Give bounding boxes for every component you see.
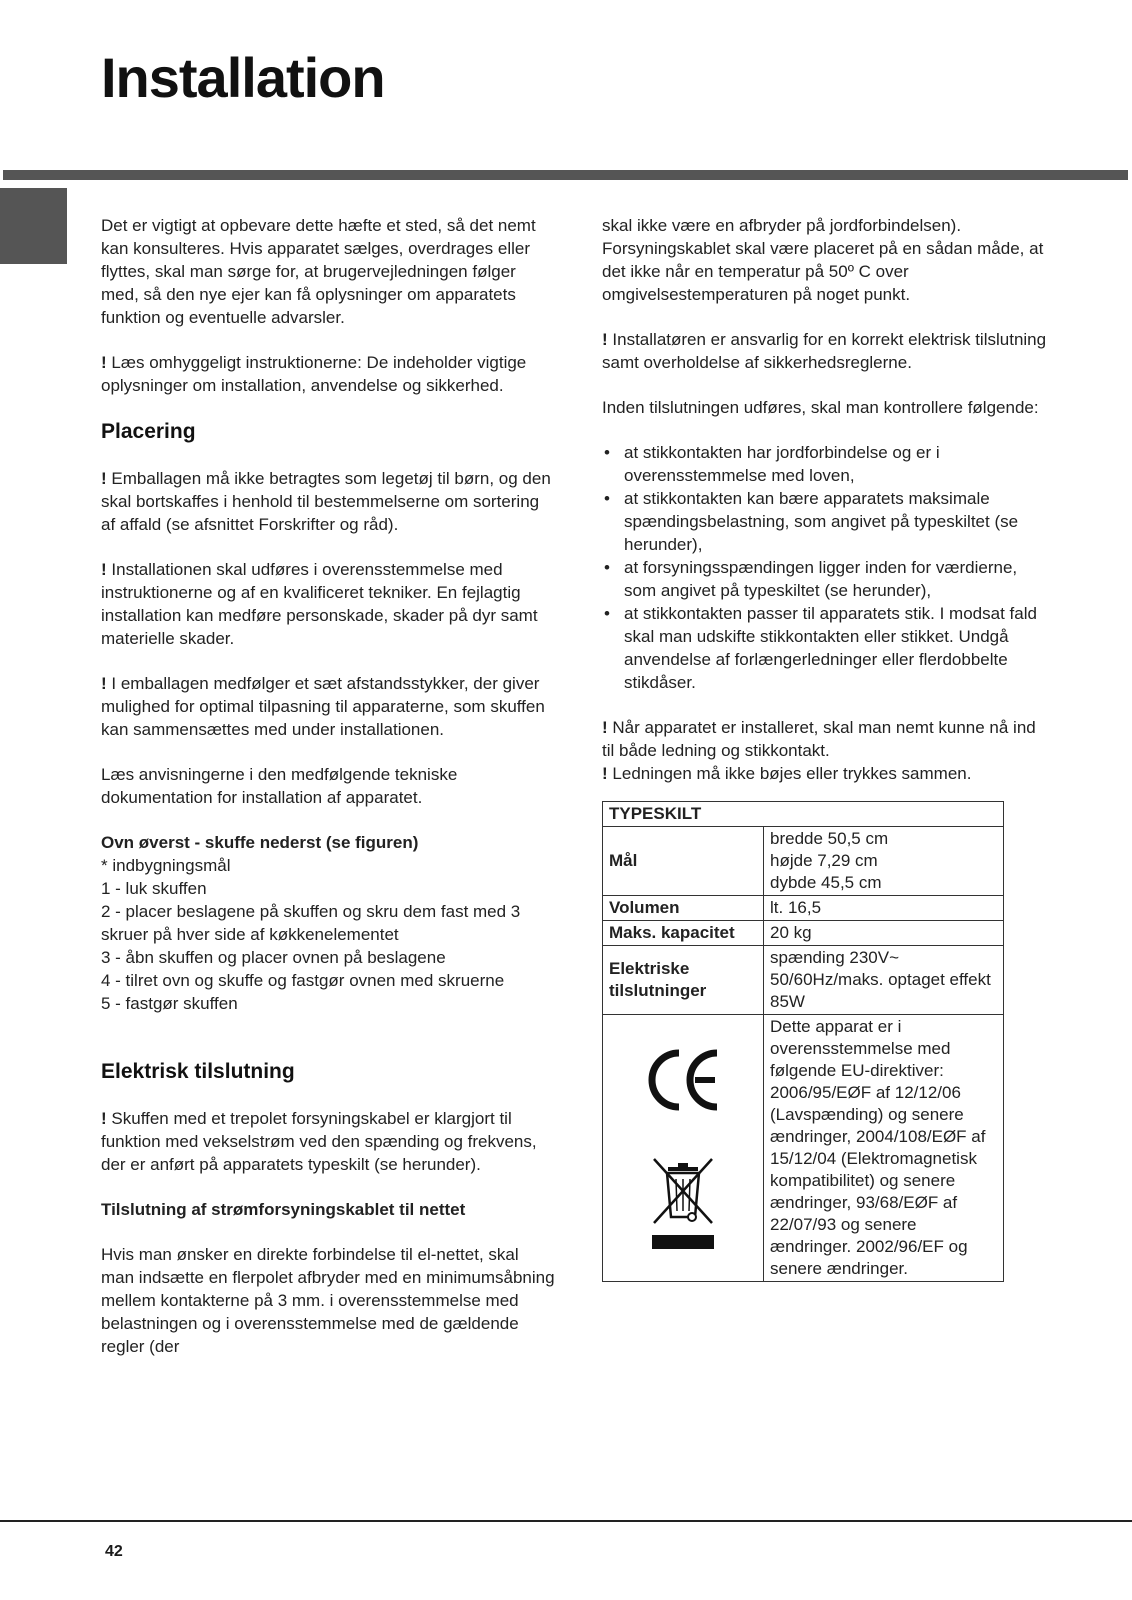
checks-list — [602, 441, 1052, 694]
direct-connection-paragraph: Hvis man ønsker en direkte forbindelse til el-nettet, skal man indsætte en flerpolet afbryder med en minimumsåbning mellem kontakterne på 3 mm. i overensstemmelse med belastningen og i overensstemmelse med de gældende regler (der — [101, 1245, 555, 1356]
warning-icon: ! — [101, 353, 107, 372]
rating-plate-header: TYPESKILT — [603, 802, 1004, 827]
check-item: • at stikkontakten har jordforbindelse og er i overensstemmelse med loven, — [602, 441, 1052, 487]
weee-bin-icon — [648, 1155, 718, 1251]
step-item: 3 - åbn skuffen og placer ovnen på beslagene — [101, 948, 446, 967]
page-number: 42 — [105, 1543, 123, 1560]
warning-icon: ! — [101, 469, 107, 488]
symbols-cell — [603, 1015, 764, 1282]
table-cell-value: 20 kg — [764, 921, 1004, 946]
rating-plate-table — [602, 801, 1004, 1282]
spacers-note: ! I emballagen medfølger et sæt afstandsstykker, der giver mulighed for optimal tilpasning til apparaterne, som skuffen kan sammensættes med under installationen. — [101, 674, 545, 739]
table-cell-label: Mål — [603, 827, 764, 896]
table-row — [603, 1015, 1004, 1282]
directives-text: Dette apparat er i overensstemmelse med følgende EU-direktiver: 2006/95/EØF af 12/12/06 (Lavspænding) og senere ændringer, 2004/108/EØF af 15/12/04 (Elektromagnetisk kompatibilitet) og senere ændringer, 93/68/EØF af 22/07/93 og senere ændringer. 2002/96/EF og senere ændringer. — [764, 1015, 1004, 1282]
elektrisk-heading: Elektrisk tilslutning — [101, 1060, 295, 1083]
installation-warning: ! Installationen skal udføres i overensstemmelse med instruktionerne og af en kvalificeret tekniker. En fejlagtig installation kan medføre personskade, skader på dyr samt materielle skader. — [101, 560, 538, 648]
ce-mark-icon — [643, 1045, 723, 1115]
table-cell-label: Maks. kapacitet — [603, 921, 764, 946]
right-column — [602, 214, 1052, 1282]
step-item: * indbygningsmål — [101, 856, 231, 875]
access-warning: ! Når apparatet er installeret, skal man nemt kunne nå ind til både ledning og stikkontakt. — [602, 718, 1036, 760]
step-item: 5 - fastgør skuffen — [101, 994, 238, 1013]
warning-icon: ! — [602, 764, 608, 783]
table-cell-value: spænding 230V~ 50/60Hz/maks. optaget effekt 85W — [764, 946, 1004, 1015]
rating-plate-header-row — [603, 802, 1004, 827]
intro-paragraph: Det er vigtigt at opbevare dette hæfte et sted, så det nemt kan konsulteres. Hvis apparatet sælges, overdrages eller flyttes, skal man sørge for, at brugervejledningen følger med, så den nye ejer kan få oplysninger om apparatets funktion og eventuelle advarsler. — [101, 216, 536, 327]
mains-connection-heading: Tilslutning af strømforsyningskablet til nettet — [101, 1200, 466, 1219]
left-column — [101, 214, 556, 1380]
table-cell-label: Volumen — [603, 896, 764, 921]
cable-bend-warning: ! Ledningen må ikke bøjes eller trykkes sammen. — [602, 764, 972, 783]
steps-list — [101, 854, 556, 1015]
checks-intro: Inden tilslutningen udføres, skal man kontrollere følgende: — [602, 398, 1039, 417]
step-item: 4 - tilret ovn og skuffe og fastgør ovnen med skruerne — [101, 971, 505, 990]
table-row — [603, 827, 1004, 896]
warning-icon: ! — [602, 718, 608, 737]
language-tab — [0, 188, 67, 264]
warning-icon: ! — [101, 560, 107, 579]
table-row — [603, 946, 1004, 1015]
cable-placement-paragraph: skal ikke være en afbryder på jordforbindelsen). Forsyningskablet skal være placeret på en sådan måde, at det ikke når en temperatur på 50º C over omgivelsestemperaturen på noget punkt. — [602, 216, 1044, 304]
table-row — [603, 896, 1004, 921]
installer-responsibility: ! Installatøren er ansvarlig for en korrekt elektrisk tilslutning samt overholdelse af sikkerhedsreglerne. — [602, 330, 1047, 372]
placering-heading: Placering — [101, 420, 196, 443]
power-cable-note: ! Skuffen med et trepolet forsyningskabel er klargjort til funktion med vekselstrøm ved den spænding og frekvens, der er anført på apparatets typeskilt (se herunder). — [101, 1109, 537, 1174]
figure-instructions — [101, 831, 556, 1015]
warning-icon: ! — [602, 330, 608, 349]
read-warning: ! Læs omhyggeligt instruktionerne: De indeholder vigtige oplysninger om installation, anvendelse og sikkerhed. — [101, 353, 527, 395]
packaging-warning: ! Emballagen må ikke betragtes som legetøj til børn, og den skal bortskaffes i henhold til bestemmelserne om sortering af affald (se afsnittet Forskrifter og råd). — [101, 469, 551, 534]
table-cell-value: bredde 50,5 cm højde 7,29 cm dybde 45,5 cm — [764, 827, 1004, 896]
table-cell-value: lt. 16,5 — [764, 896, 1004, 921]
footer-rule — [0, 1520, 1132, 1522]
step-item: 1 - luk skuffen — [101, 879, 207, 898]
warning-icon: ! — [101, 1109, 107, 1128]
check-item: • at stikkontakten kan bære apparatets maksimale spændingsbelastning, som angivet på typeskiltet (se herunder), — [602, 487, 1052, 556]
table-row — [603, 921, 1004, 946]
step-item: 2 - placer beslagene på skuffen og skru dem fast med 3 skruer på hver side af køkkenelementet — [101, 902, 521, 944]
page-title: Installation — [101, 46, 385, 109]
header-rule — [3, 170, 1128, 180]
check-item: • at stikkontakten passer til apparatets stik. I modsat fald skal man udskifte stikkontakten eller stikket. Undgå anvendelse af forlængerledninger eller flerdobbelte stikdåser. — [602, 602, 1052, 694]
warning-icon: ! — [101, 674, 107, 693]
table-cell-label: Elektriske tilslutninger — [603, 946, 764, 1015]
documentation-note: Læs anvisningerne i den medfølgende tekniske dokumentation for installation af apparatet. — [101, 765, 458, 807]
figure-heading: Ovn øverst - skuffe nederst (se figuren) — [101, 833, 419, 852]
check-item: • at forsyningsspændingen ligger inden for værdierne, som angivet på typeskiltet (se herunder), — [602, 556, 1052, 602]
